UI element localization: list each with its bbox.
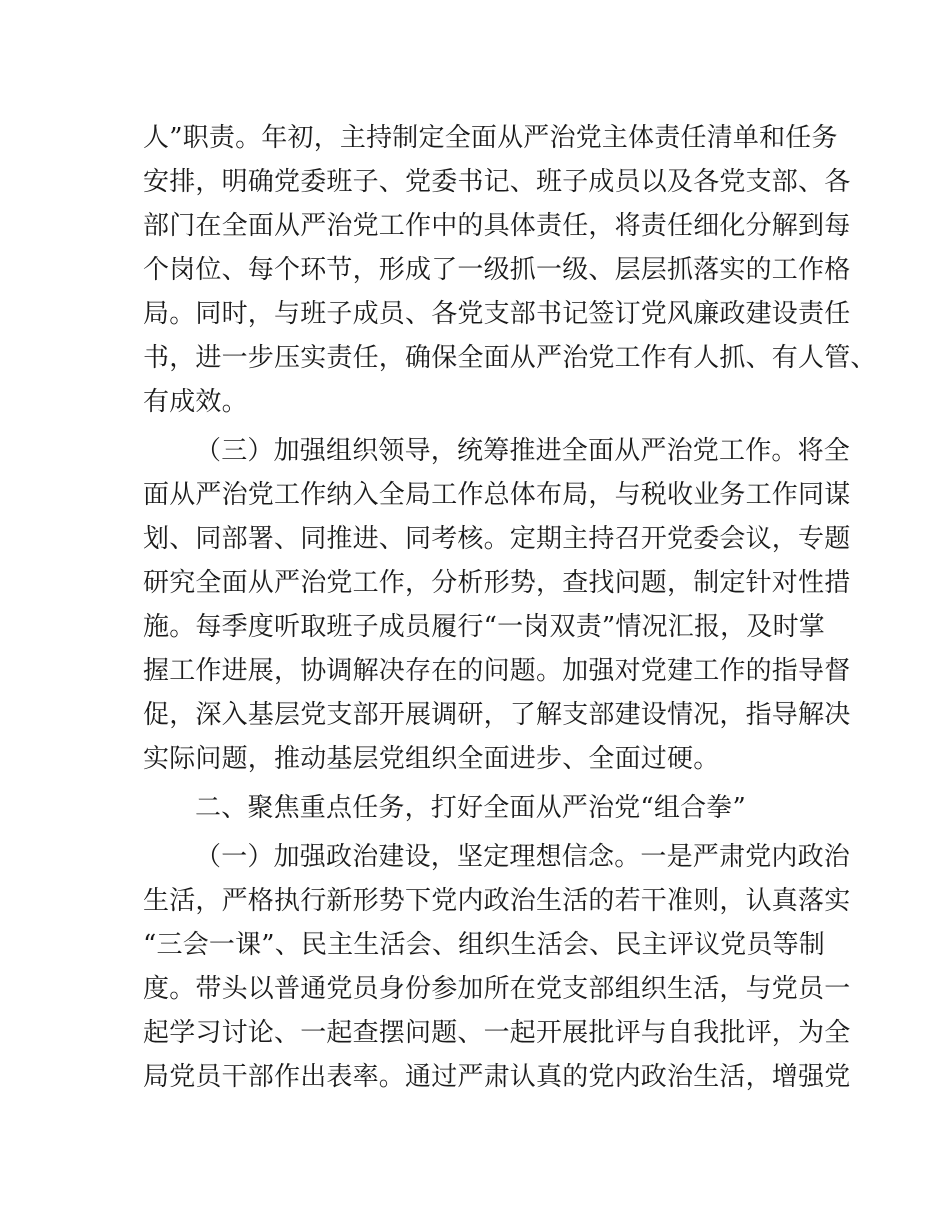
text-line: 安排，明确党委班子、党委书记、班子成员以及各党支部、各	[143, 167, 851, 197]
text-line: 实际问题，推动基层党组织全面进步、全面过硬。	[143, 744, 720, 774]
text-line: 施。每季度听取班子成员履行“一岗双责”情况汇报，及时掌	[143, 612, 825, 642]
text-line: 部门在全面从严治党工作中的具体责任，将责任细化分解到每	[143, 211, 851, 241]
text-line: 局党员干部作出表率。通过严肃认真的党内政治生活，增强党	[143, 1062, 851, 1092]
text-line: 个岗位、每个环节，形成了一级抓一级、层层抓落实的工作格	[143, 255, 851, 285]
text-line: 促，深入基层党支部开展调研，了解支部建设情况，指导解决	[143, 700, 851, 730]
text-line: 生活，严格执行新形势下党内政治生活的若干准则，认真落实	[143, 886, 851, 916]
text-line: 面从严治党工作纳入全局工作总体布局，与税收业务工作同谋	[143, 480, 851, 510]
text-line: 度。带头以普通党员身份参加所在党支部组织生活，与党员一	[143, 974, 851, 1004]
text-line: 人”职责。年初，主持制定全面从严治党主体责任清单和任务	[143, 123, 838, 153]
text-line: 划、同部署、同推进、同考核。定期主持召开党委会议，专题	[143, 524, 851, 554]
paragraph-heading-line: （三）加强组织领导，统筹推进全面从严治党工作。将全	[195, 436, 851, 466]
paragraph-heading-line: （一）加强政治建设，坚定理想信念。一是严肃党内政治	[195, 842, 851, 872]
text-line: 握工作进展，协调解决存在的问题。加强对党建工作的指导督	[143, 656, 851, 686]
text-line: “三会一课”、民主生活会、组织生活会、民主评议党员等制	[143, 930, 825, 960]
text-line: 有成效。	[143, 387, 248, 417]
section-heading: 二、聚焦重点任务，打好全面从严治党“组合拳”	[195, 793, 746, 823]
text-line: 研究全面从严治党工作，分析形势，查找问题，制定针对性措	[143, 568, 851, 598]
text-line: 书，进一步压实责任，确保全面从严治党工作有人抓、有人管、	[143, 343, 877, 373]
text-line: 起学习讨论、一起查摆问题、一起开展批评与自我批评，为全	[143, 1018, 851, 1048]
text-line: 局。同时，与班子成员、各党支部书记签订党风廉政建设责任	[143, 299, 851, 329]
